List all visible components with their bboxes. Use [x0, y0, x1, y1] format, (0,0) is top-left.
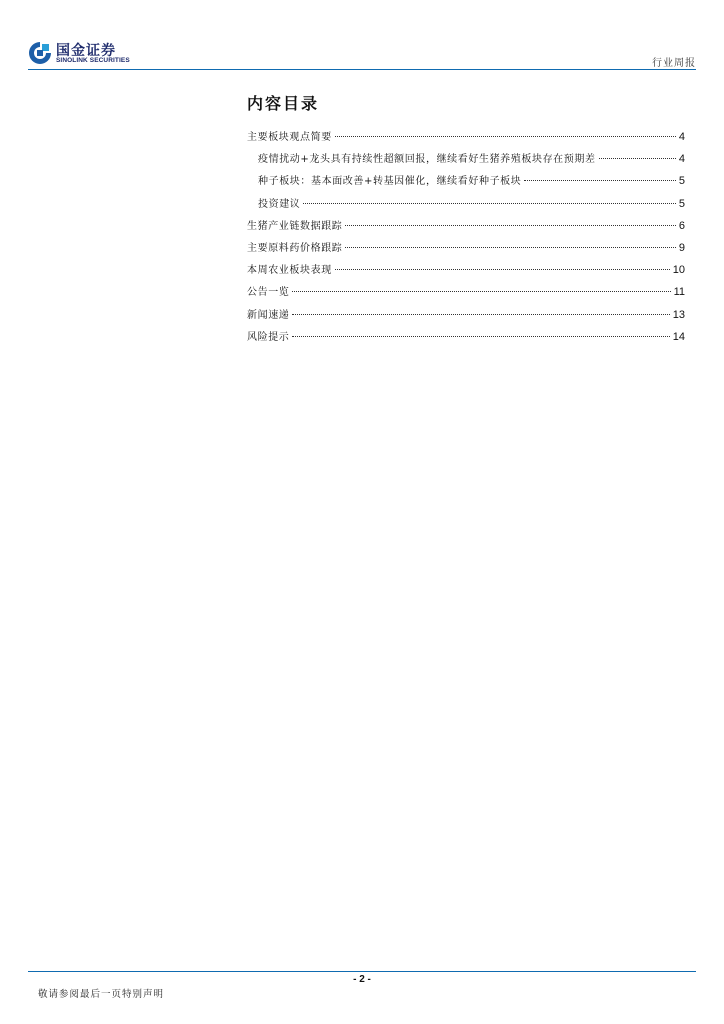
footer-divider [28, 971, 696, 972]
footer-disclaimer: 敬请参阅最后一页特别声明 [38, 989, 165, 1000]
toc-entry-page: 9 [678, 241, 685, 254]
toc-entry-text: 主要板块观点简要 [247, 132, 332, 143]
toc-entry-page: 10 [672, 264, 685, 277]
logo-chinese-name: 国金证券 [56, 43, 116, 59]
toc-entry-text: 主要原料药价格跟踪 [247, 242, 343, 254]
toc-leader-dots [292, 291, 670, 292]
toc-leader-dots [345, 225, 675, 226]
company-logo [28, 40, 168, 68]
toc-leader-dots [599, 158, 676, 159]
toc-entry-page: 4 [678, 153, 685, 166]
sinolink-logo-icon [28, 40, 52, 66]
toc-title: 内容目录 [247, 94, 320, 113]
toc-entry-text: 公告一览 [247, 287, 290, 299]
toc-entry[interactable] [247, 215, 685, 237]
table-of-contents [247, 94, 685, 348]
toc-entry[interactable] [247, 281, 685, 303]
page-header [28, 38, 696, 70]
toc-entry-page: 6 [678, 219, 685, 232]
toc-entry-page: 11 [673, 286, 685, 299]
logo-english-name: SINOLINK SECURITIES [56, 57, 130, 64]
toc-entry-page: 14 [672, 330, 685, 343]
page-number: - 2 - [353, 974, 371, 985]
toc-entry[interactable] [247, 148, 685, 170]
toc-leader-dots [335, 136, 676, 137]
toc-entry[interactable] [247, 170, 685, 192]
toc-entry-page: 5 [678, 175, 685, 188]
toc-entry-page: 4 [678, 131, 685, 143]
toc-leader-dots [292, 336, 669, 337]
report-type-label: 行业周报 [652, 58, 696, 69]
toc-entry-page: 13 [672, 308, 685, 321]
toc-leader-dots [303, 203, 675, 204]
toc-entry[interactable] [247, 237, 685, 259]
toc-entry[interactable] [247, 126, 685, 148]
header-divider [28, 69, 696, 70]
toc-entry-text: 新闻速递 [247, 309, 290, 321]
toc-entry[interactable] [247, 259, 685, 281]
toc-entry-text: 种子板块：基本面改善+转基因催化，继续看好种子板块 [258, 176, 522, 188]
toc-entry[interactable] [247, 326, 685, 348]
toc-leader-dots [524, 180, 675, 181]
toc-leader-dots [335, 269, 670, 270]
toc-entry[interactable] [247, 304, 685, 326]
toc-entry-text: 疫情扰动+龙头具有持续性超额回报，继续看好生猪养殖板块存在预期差 [258, 154, 596, 166]
toc-entry-text: 本周农业板块表现 [247, 265, 332, 277]
toc-entry-text: 风险提示 [247, 331, 290, 343]
toc-entry-text: 投资建议 [258, 198, 301, 210]
toc-entry-text: 生猪产业链数据跟踪 [247, 220, 343, 232]
toc-entry-page: 5 [678, 197, 685, 210]
toc-leader-dots [292, 314, 669, 315]
toc-leader-dots [345, 247, 675, 248]
toc-entry[interactable] [247, 193, 685, 215]
